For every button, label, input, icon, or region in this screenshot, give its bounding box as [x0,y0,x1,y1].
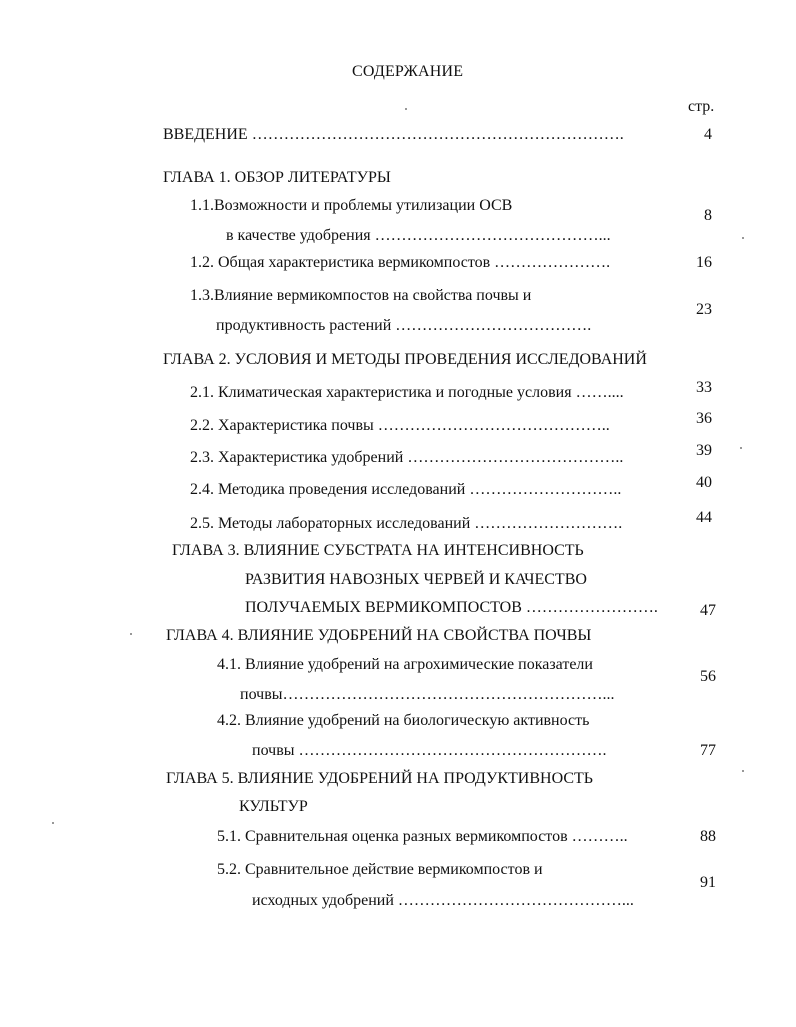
page-number: 40 [696,474,712,491]
scan-speck [742,770,744,772]
page-number: 56 [700,668,716,685]
page-number: 91 [700,874,716,891]
toc-entry-1-3-line-1: 1.3.Влияние вермикомпостов на свойства почвы и [190,287,532,304]
page-title: СОДЕРЖАНИЕ [352,63,464,80]
scan-speck [52,822,54,824]
toc-entry-1-3-line-2: продуктивность растений ………………………………. [216,317,592,334]
toc-entry-1-1-line-1: 1.1.Возможности и проблемы утилизации ОСВ [190,197,513,214]
chapter-heading-4: ГЛАВА 4. ВЛИЯНИЕ УДОБРЕНИЙ НА СВОЙСТВА ПОЧВЫ [166,627,592,644]
chapter-heading-3-line-1: ГЛАВА 3. ВЛИЯНИЕ СУБСТРАТА НА ИНТЕНСИВНОСТЬ [172,542,584,559]
toc-entry-5-2-line-1: 5.2. Сравнительное действие вермикомпостов и [217,861,543,878]
page-number: 8 [704,207,712,224]
toc-entry-2-2: 2.2. Характеристика почвы …………………………………….. [190,417,610,434]
toc-entry-4-2-line-1: 4.2. Влияние удобрений на биологическую активность [217,712,590,729]
toc-entry-4-2-line-2: почвы …………………………………………………. [252,742,607,759]
page-number: 33 [696,379,712,396]
page-number: 88 [700,828,716,845]
page-number: 39 [696,442,712,459]
toc-entry-4-1-line-1: 4.1. Влияние удобрений на агрохимические показатели [217,656,593,673]
scan-speck [405,108,407,110]
chapter-heading-5-line-2: КУЛЬТУР [239,798,308,815]
page-number: 16 [696,254,712,271]
toc-entry-2-5: 2.5. Методы лабораторных исследований ………………………. [190,515,623,532]
chapter-heading-3-line-2: РАЗВИТИЯ НАВОЗНЫХ ЧЕРВЕЙ И КАЧЕСТВО [245,571,587,588]
scan-speck [740,447,742,449]
toc-entry-2-4: 2.4. Методика проведения исследований ……………………….. [190,481,622,498]
chapter-heading-5-line-1: ГЛАВА 5. ВЛИЯНИЕ УДОБРЕНИЙ НА ПРОДУКТИВНОСТЬ [166,770,593,787]
page-number: 23 [696,301,712,318]
page-number: 36 [696,410,712,427]
page-number: 47 [700,602,716,619]
chapter-heading-3-line-3: ПОЛУЧАЕМЫХ ВЕРМИКОМПОСТОВ ……………………. [245,599,658,616]
toc-entry-5-2-line-2: исходных удобрений ……………………………………... [252,892,634,909]
toc-entry-2-3: 2.3. Характеристика удобрений ………………………………….. [190,449,624,466]
chapter-heading-1: ГЛАВА 1. ОБЗОР ЛИТЕРАТУРЫ [163,169,391,186]
scan-speck [742,237,744,239]
toc-entry-2-1: 2.1. Климатическая характеристика и погодные условия …….... [190,384,624,401]
toc-entry-1-1-line-2: в качестве удобрения ……………………………………... [226,227,611,244]
toc-entry-4-1-line-2: почвы……………………………………………………... [240,686,615,703]
page-number: 4 [704,126,712,143]
page-number: 44 [696,509,712,526]
chapter-heading-2: ГЛАВА 2. УСЛОВИЯ И МЕТОДЫ ПРОВЕДЕНИЯ ИССЛЕДОВАНИЙ [163,351,647,368]
scan-speck [130,633,132,635]
toc-entry-introduction: ВВЕДЕНИЕ ……………………………………………………………. [163,126,624,143]
toc-entry-5-1: 5.1. Сравнительная оценка разных вермикомпостов ……….. [217,828,628,845]
page-column-label: стр. [688,98,715,115]
toc-entry-1-2: 1.2. Общая характеристика вермикомпостов …………………. [190,254,611,271]
page-number: 77 [700,742,716,759]
